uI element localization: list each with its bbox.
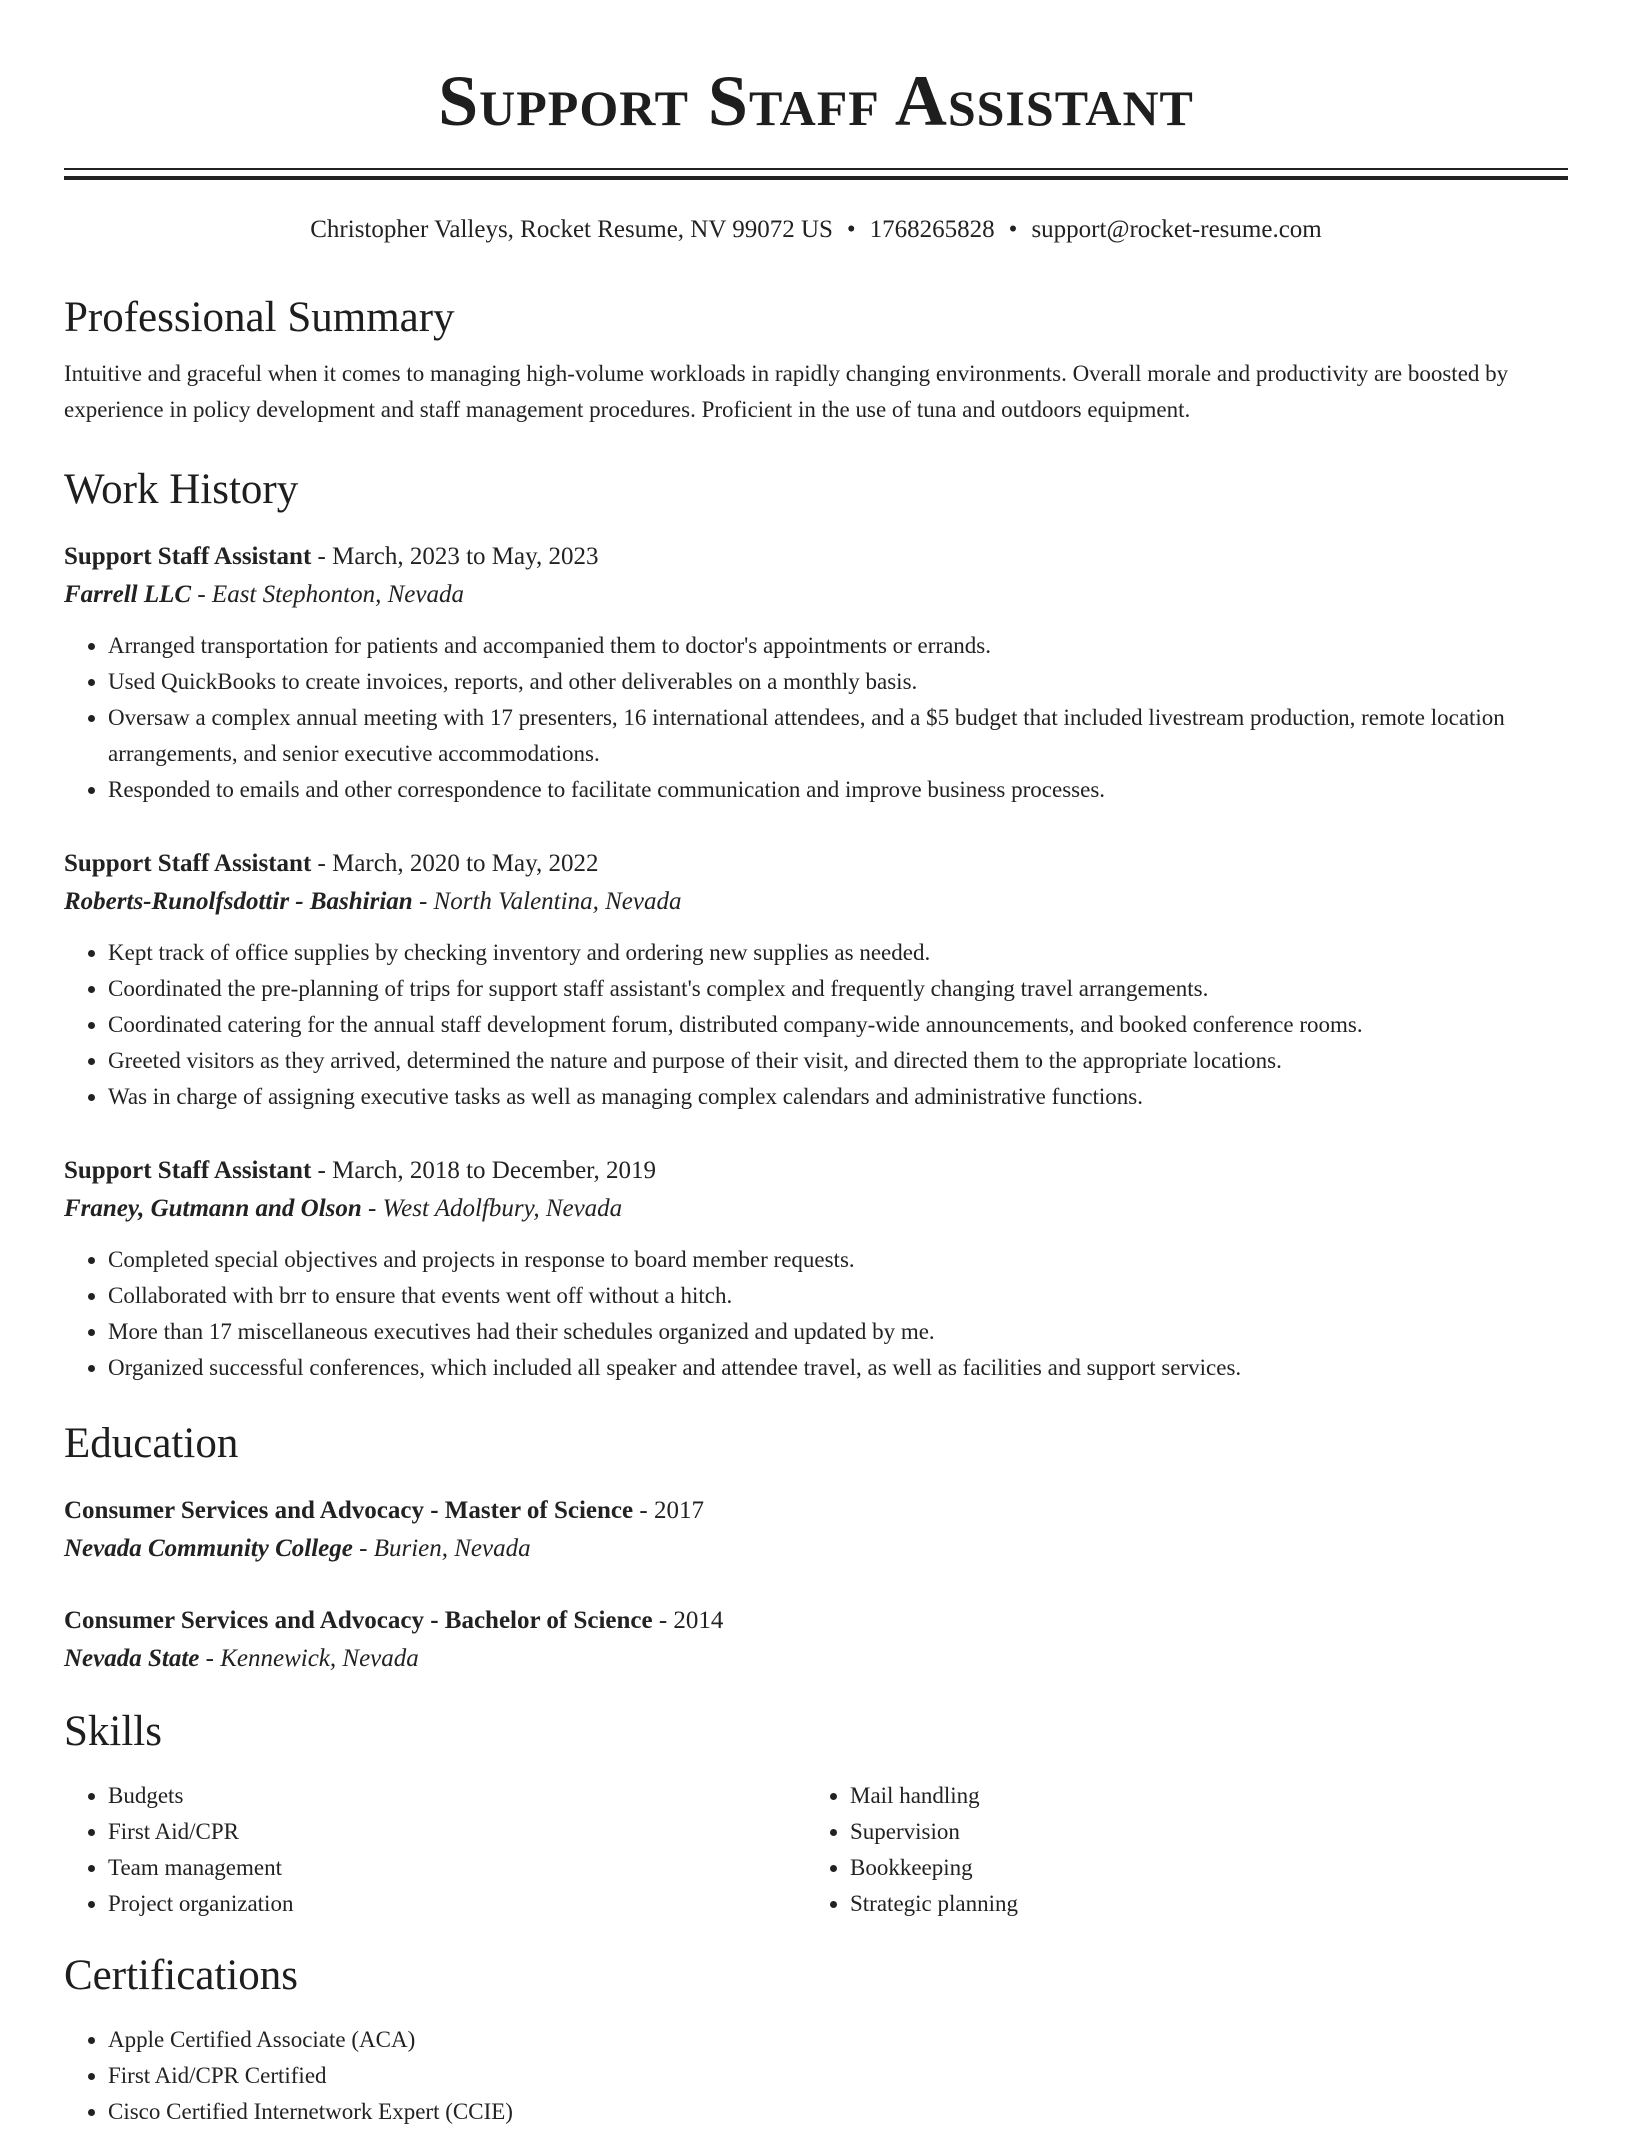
section-heading-summary: Professional Summary xyxy=(64,294,455,341)
section-heading-work-history: Work History xyxy=(64,466,299,513)
contact-email: support@rocket-resume.com xyxy=(1031,216,1322,243)
certifications-list-wrap xyxy=(64,2022,1568,2130)
work-history-section xyxy=(64,464,1568,516)
contact-line xyxy=(64,214,1568,246)
list-item: • Team management xyxy=(108,1850,806,1886)
list-item: • Strategic planning xyxy=(850,1886,1548,1922)
job-title-line xyxy=(64,845,1568,883)
list-item: • Greeted visitors as they arrived, determined the nature and purpose of their visit, and directed them to the appropriate locations. xyxy=(108,1043,1568,1079)
job-dates: - March, 2023 to May, 2023 xyxy=(311,543,599,570)
page-title: Support Staff Assistant xyxy=(438,61,1194,141)
section-heading-education: Education xyxy=(64,1420,239,1467)
job-bullets xyxy=(64,1242,1568,1386)
certifications-section xyxy=(64,1950,1568,2002)
skills-list xyxy=(64,1778,806,1922)
list-item: • Completed special objectives and projects in response to board member requests. xyxy=(108,1242,1568,1278)
job-location: - West Adolfbury, Nevada xyxy=(361,1195,623,1222)
job-title: Support Staff Assistant xyxy=(64,1157,312,1184)
school-name: Nevada State xyxy=(64,1645,200,1672)
summary-text: Intuitive and graceful when it comes to managing high-volume workloads in rapidly changing environments. Overall morale and productivity are boosted by experience in policy development and staff management procedures. Proficient in the use of tuna and outdoors equipment. xyxy=(64,361,1509,422)
list-item: • Kept track of office supplies by checking inventory and ordering new supplies as needed. xyxy=(108,935,1568,971)
skills-column-right xyxy=(806,1778,1548,1922)
school-line xyxy=(64,1640,1568,1678)
school-name: Nevada Community College xyxy=(64,1535,353,1562)
job-title-line xyxy=(64,1152,1568,1190)
list-item: • Coordinated the pre-planning of trips for support staff assistant's complex and frequently changing travel arrangements. xyxy=(108,971,1568,1007)
list-item: • Responded to emails and other correspondence to facilitate communication and improve business processes. xyxy=(108,772,1568,808)
skills-section xyxy=(64,1706,1568,1758)
job-entry xyxy=(64,1152,1568,1386)
list-item: • First Aid/CPR Certified xyxy=(108,2058,1568,2094)
job-company-line xyxy=(64,883,1568,921)
degree-name: Consumer Services and Advocacy - Master of Science xyxy=(64,1497,634,1524)
list-item: • Apple Certified Associate (ACA) xyxy=(108,2022,1568,2058)
list-item: • More than 17 miscellaneous executives had their schedules organized and updated by me. xyxy=(108,1314,1568,1350)
job-company: Franey, Gutmann and Olson xyxy=(64,1195,362,1222)
list-item: • Oversaw a complex annual meeting with 17 presenters, 16 international attendees, and a $5 budget that included livestream production, remote location arrangements, and senior executive accommodations. xyxy=(108,700,1568,772)
job-dates: - March, 2020 to May, 2022 xyxy=(311,850,599,877)
job-entry xyxy=(64,845,1568,1115)
degree-line xyxy=(64,1492,1568,1530)
header xyxy=(64,58,1568,180)
job-company: Farrell LLC xyxy=(64,581,192,608)
list-item: • Mail handling xyxy=(850,1778,1548,1814)
education-entry xyxy=(64,1602,1568,1678)
list-item: • Supervision xyxy=(850,1814,1548,1850)
education-section xyxy=(64,1418,1568,1470)
job-bullets xyxy=(64,628,1568,808)
skills-grid xyxy=(64,1778,1568,1922)
list-item: • Project organization xyxy=(108,1886,806,1922)
list-item: • Organized successful conferences, which included all speaker and attendee travel, as well as facilities and support services. xyxy=(108,1350,1568,1386)
title-rule-thick xyxy=(64,176,1568,180)
skills-list xyxy=(806,1778,1548,1922)
title-rule-thin xyxy=(64,168,1568,170)
degree-line xyxy=(64,1602,1568,1640)
list-item: • Cisco Certified Internetwork Expert (CCIE) xyxy=(108,2094,1568,2130)
school-location: - Burien, Nevada xyxy=(352,1535,531,1562)
job-company-line xyxy=(64,576,1568,614)
contact-address: Christopher Valleys, Rocket Resume, NV 99072 US xyxy=(310,216,833,243)
list-item: • Used QuickBooks to create invoices, reports, and other deliverables on a monthly basis. xyxy=(108,664,1568,700)
list-item: • Coordinated catering for the annual staff development forum, distributed company-wide announcements, and booked conference rooms. xyxy=(108,1007,1568,1043)
school-location: - Kennewick, Nevada xyxy=(199,1645,419,1672)
job-company-line xyxy=(64,1190,1568,1228)
job-entry xyxy=(64,538,1568,808)
list-item: • Arranged transportation for patients and accompanied them to doctor's appointments or errands. xyxy=(108,628,1568,664)
contact-separator: • xyxy=(1008,216,1018,243)
degree-year: - 2017 xyxy=(633,1497,704,1524)
section-heading-skills: Skills xyxy=(64,1708,162,1755)
contact-phone: 1768265828 xyxy=(869,216,995,243)
section-heading-certifications: Certifications xyxy=(64,1952,299,1999)
education-entry xyxy=(64,1492,1568,1568)
degree-name: Consumer Services and Advocacy - Bachelor of Science xyxy=(64,1607,653,1634)
job-location: - North Valentina, Nevada xyxy=(412,888,682,915)
list-item: • Was in charge of assigning executive tasks as well as managing complex calendars and administrative functions. xyxy=(108,1079,1568,1115)
job-location: - East Stephonton, Nevada xyxy=(191,581,464,608)
degree-year: - 2014 xyxy=(652,1607,724,1634)
list-item: • Collaborated with brr to ensure that events went off without a hitch. xyxy=(108,1278,1568,1314)
contact-separator: • xyxy=(846,216,856,243)
job-company: Roberts-Runolfsdottir - Bashirian xyxy=(64,888,413,915)
list-item: • First Aid/CPR xyxy=(108,1814,806,1850)
list-item: • Budgets xyxy=(108,1778,806,1814)
school-line xyxy=(64,1530,1568,1568)
job-title: Support Staff Assistant xyxy=(64,850,312,877)
skills-column-left xyxy=(64,1778,806,1922)
job-bullets xyxy=(64,935,1568,1115)
job-title-line xyxy=(64,538,1568,576)
summary-section xyxy=(64,292,1568,428)
job-dates: - March, 2018 to December, 2019 xyxy=(311,1157,657,1184)
list-item: • Bookkeeping xyxy=(850,1850,1548,1886)
certifications-list xyxy=(64,2022,1568,2130)
job-title: Support Staff Assistant xyxy=(64,543,312,570)
